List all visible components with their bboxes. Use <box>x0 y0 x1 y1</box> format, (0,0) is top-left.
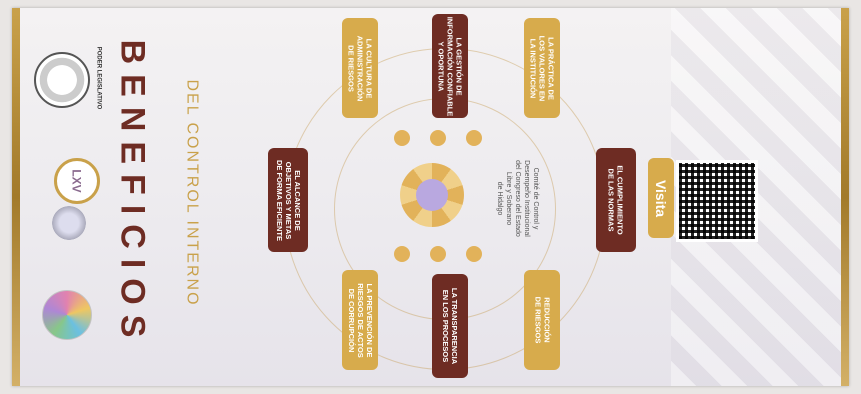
node-dot <box>430 246 446 262</box>
node-dot <box>466 130 482 146</box>
center-text: Comité de Control y Desempeño Institucional del Congreso del Estado Libre y Soberano de Hidalgo <box>495 159 539 237</box>
benefit-box: LA PRÁCTICA DE LOS VALORES EN LA INSTITUCIÓN <box>524 18 560 118</box>
node-dot <box>394 246 410 262</box>
seal-logo <box>34 52 90 108</box>
poster <box>12 8 849 386</box>
benefit-box: LA PREVENCIÓN DE RIESGOS DE ACTOS DE CORRUPCIÓN <box>342 270 378 370</box>
poster-subtitle: DEL CONTROL INTERNO <box>184 79 201 307</box>
branch-label-wrap <box>88 48 108 108</box>
node-dot <box>394 130 410 146</box>
poster-title: BENEFICIOS <box>113 39 152 347</box>
benefit-box: LA GESTIÓN DE INFORMACIÓN CONFIABLE Y OPORTUNA <box>432 14 468 118</box>
center-text-wrap <box>482 138 552 258</box>
legislature-text: LXV <box>70 169 84 193</box>
node-dot <box>466 246 482 262</box>
benefit-box: EL CUMPLIMIENTO DE LAS NORMAS <box>596 148 636 252</box>
benefit-box: LA CULTURA DE ADMINISTRACIÓN DE RIESGOS <box>342 18 378 118</box>
benefit-box: EL ALCANCE DE OBJETIVOS Y METAS DE FORMA EFICIENTE <box>268 148 308 252</box>
node-dot <box>430 130 446 146</box>
right-gold-edge <box>841 8 849 386</box>
benefit-box: LA TRANSPARENCIA EN LOS PROCESOS <box>432 274 468 378</box>
benefit-box: REDUCCIÓN DE RIESGOS <box>524 270 560 370</box>
committee-logo <box>42 290 92 340</box>
branch-label: PODER LEGISLATIVO <box>95 46 101 110</box>
qr-code <box>676 160 758 242</box>
visit-badge: Visita <box>648 158 674 238</box>
gear-center <box>416 179 448 211</box>
